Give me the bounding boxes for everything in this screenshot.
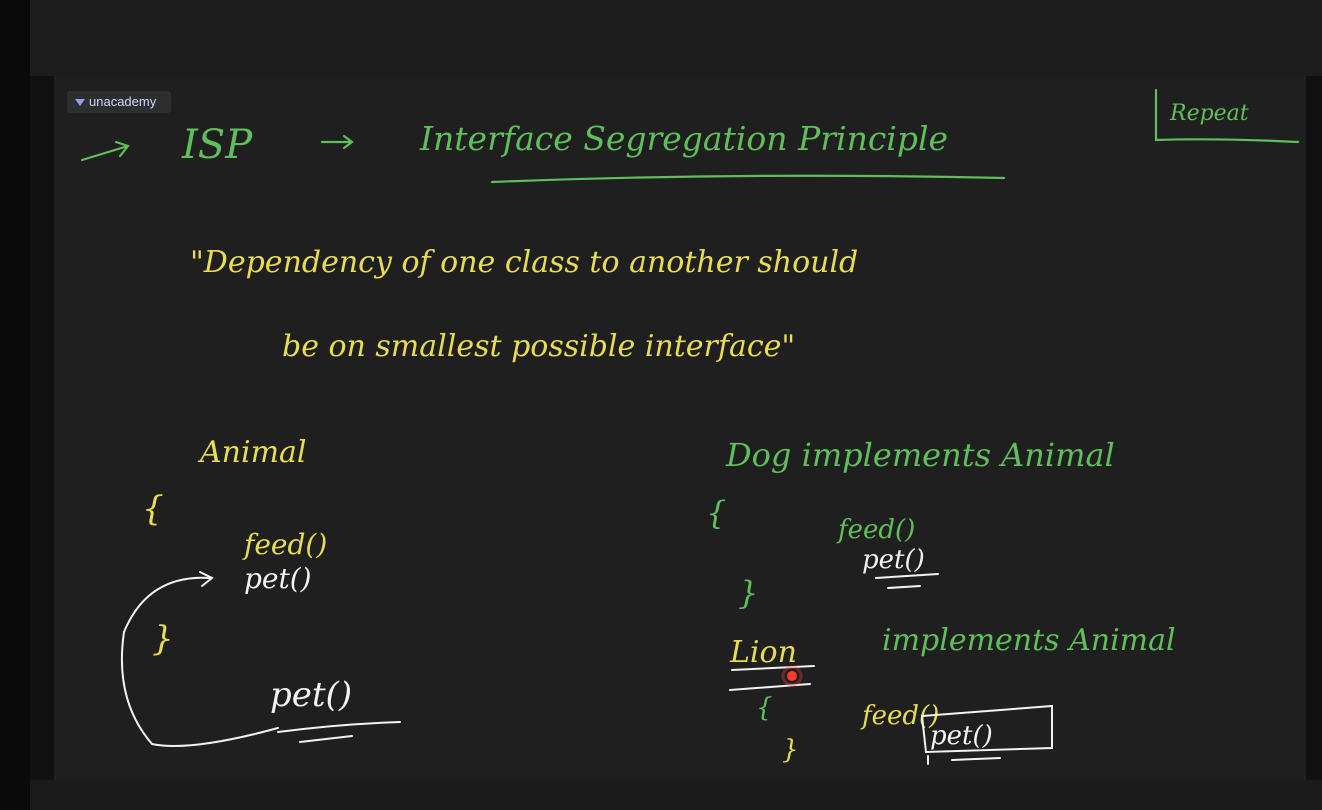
dog-open-brace: { [706,494,727,532]
title-underline [492,176,1004,182]
dog-method-pet: pet() [862,545,925,575]
animal-method-pet: pet() [244,562,312,595]
extracted-method: pet() [270,675,353,715]
lion-method-pet: pet() [930,721,993,751]
lion-close-brace: } [782,735,799,765]
heading-abbr: ISP [182,122,253,168]
logo-text: unacademy [89,94,157,109]
heading-arrow-icon [82,142,128,160]
animal-name: Animal [200,435,307,470]
dog-close-brace: } [738,574,759,612]
lion-implements: implements Animal [882,623,1176,658]
laser-pointer [787,671,797,681]
animal-open-brace: { [142,489,164,529]
dog-header: Dog implements Animal [726,436,1115,474]
definition-line1: "Dependency of one class to another should [190,245,859,280]
dog-pet-underline [876,574,938,588]
extracted-underline [278,722,400,742]
lion-open-brace: { [756,693,773,723]
heading-arrow2-icon [322,136,352,148]
lion-method-feed: feed() [862,701,940,731]
heading-tag: Repeat [1170,101,1249,126]
definition-line2: be on smallest possible interface" [282,329,796,364]
lion-name: Lion [730,635,797,670]
extract-curve [122,578,278,746]
animal-method-feed: feed() [244,528,328,561]
heading-title: Interface Segregation Principle [420,119,949,158]
lion-pet-underline [928,756,1000,764]
extract-arrowhead-icon [200,572,212,586]
dog-method-feed: feed() [838,515,916,545]
animal-close-brace: } [152,619,174,659]
